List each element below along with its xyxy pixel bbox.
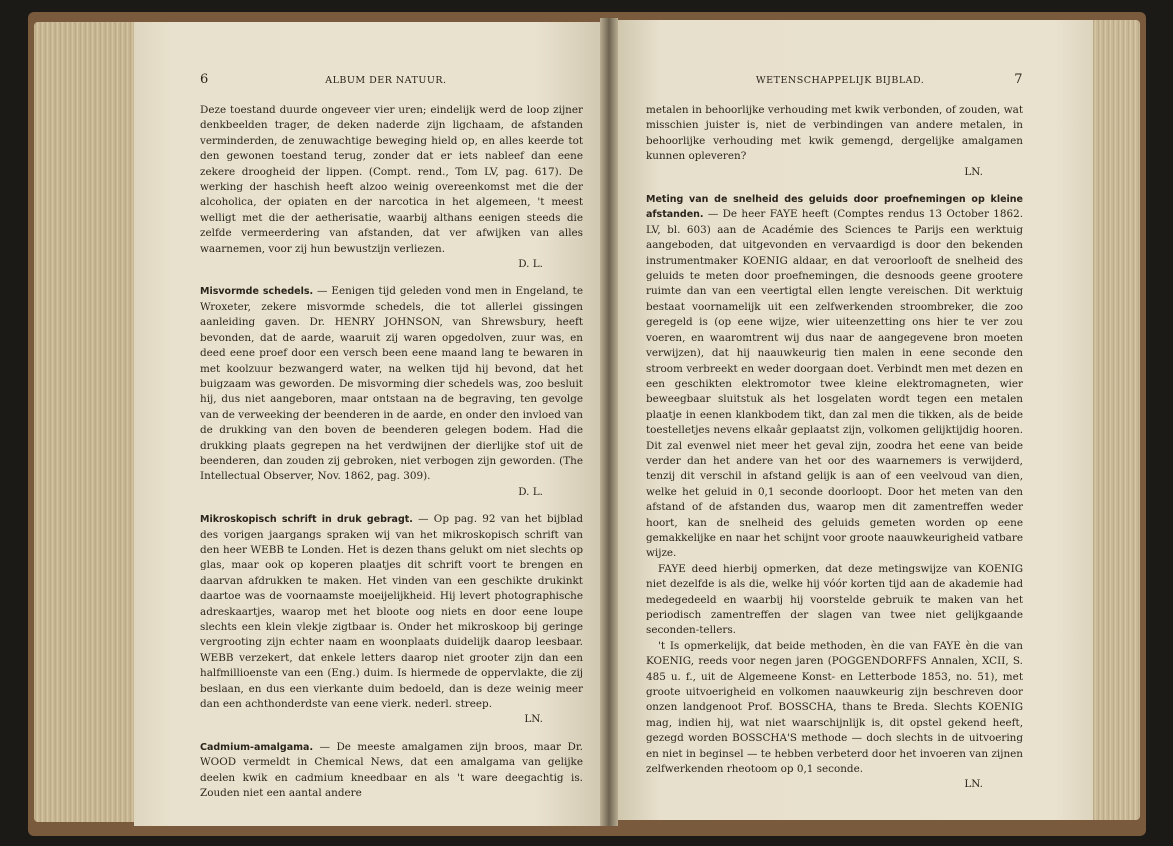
article-sign: LN.	[524, 713, 543, 726]
right-page	[612, 20, 1093, 820]
right-page-number: 7	[1014, 72, 1023, 87]
article-body: — De heer FAYE heeft (Comptes rendus 13 October 1862. LV, bl. 603) aan de Académie des Sciences te Parijs een werktuig aangeboden, dat uitgevonden en vervaardigd is door den bekenden instrumentmaker KOENIG aldaar, en dat veroorlooft de snelheid des geluids te meten door proefnemingen, die desnoods geene grootere ruimte dan van een veertigtal ellen lengte vereischen. Dit werktuig bestaat voornamelijk uit een zelfwerkenden stroombreker, die zoo geregeld is (op eene wijze, wier uiteenzetting ons hier te ver zou voeren, en waaromtrent wij dus naar de aangegevene bron moeten verwijzen), dat hij naauwkeurig tien malen in eene seconde den stroom verbreekt en weder doorgaan doet. Verbindt men met dezen en een geschikten elektromotor twee kleine elektromagneten, wier beweegbaar sluitstuk als het losgelaten wordt tegen een metalen plaatje in eenen klankbodem tikt, dan zal men die tikken, als de beide toestelletjes nevens elkaâr geplaatst zijn, volkomen gelijktijdig hooren. Dit zal evenwel niet meer het geval zijn, zoodra het eene van beide verder dan het andere van het oor des waarnemers is verwijderd, tenzij dit verschil in afstand gelijk is aan of een veelvoud van dien, welke het geluid in 0,1 seconde doorloopt. Door het meten van den afstand of de afstanden dus, waarop men dit zamentreffen weder hoort, kan de snelheid des geluids gemeten worden op eene gemakkelijke en naar het schijnt voor groote naauwkeurigheid vatbare wijze.	[646, 208, 1023, 560]
article-heading: Cadmium-amalgama.	[200, 741, 314, 753]
page-edges-right	[1092, 20, 1140, 820]
article-mikroskopisch-schrift	[200, 512, 583, 728]
book-gutter	[600, 18, 618, 826]
article-body: — Eenigen tijd geleden vond men in Engeland, te Wroxeter, zekere misvormde schedels, die tot allerlei gissingen aanleiding gaven. Dr. HENRY JOHNSON, van Shrewsbury, heeft bevonden, dat de aarde, waaruit zij waren opgedolven, zuur was, en deed eene proef door een versch been eene maand lang te bewaren in met koolzuur bezwangerd water, na welken tijd hij bevond, dat het buigzaam was geworden. De misvorming dier schedels was, zoo besluit hij, dus niet aangeboren, maar ontstaan na de begraving, ten gevolge van de verweeking der beenderen in de aarde, en onder den invloed van de drukking van den boven de beenderen gelegen bodem. Had die drukking plaats gegrepen na het verdwijnen der dierlijke stof uit de beenderen, dan zouden zij gebroken, niet verbogen zijn geworden. (The Intellectual Observer, Nov. 1862, pag. 309).	[200, 285, 583, 483]
left-text-column	[200, 103, 583, 801]
left-page	[134, 22, 607, 826]
right-running-head	[646, 72, 1023, 87]
article-body: — Op pag. 92 van het bijblad des vorigen jaargangs spraken wij van het mikroskopisch schrift van den heer WEBB te Londen. Het is dezen thans gelukt om niet slechts op glas, maar ook op koperen plaatjes dit schrift voort te brengen en daarvan afdrukken te maken. Het vinden van een geschikte drukinkt daartoe was de voornaamste moeijelijkheid. Hij levert photographische adreskaartjes, waarop met het bloote oog niets en door eene loupe slechts een klein vlekje zigtbaar is. Onder het mikroskoop bij geringe vergrooting zijn echter naam en woonplaats duidelijk daarop leesbaar. WEBB verzekert, dat enkele letters daarop niet grooter zijn dan een halfmillioenste van een (Eng.) duim. Is hiermede de oppervlakte, die zij beslaan, en dus een vierkante duim bedoeld, dan is deze weinig meer dan een achthonderdste van eene vierk. nederl. streep.	[200, 513, 583, 711]
article-opmerkelijk-paragraph	[646, 639, 1023, 793]
page-edges-left	[34, 22, 134, 822]
left-running-title: ALBUM DER NATUUR.	[325, 75, 447, 86]
article-sign: LN.	[964, 778, 983, 791]
article-misvormde-schedels	[200, 284, 583, 500]
article-body: FAYE deed hierbij opmerken, dat deze metingswijze van KOENIG niet dezelfde is als die, welke hij vóór korten tijd aan de akademie had medegedeeld en waarbij hij voorstelde gebruik te maken van het periodisch zamentreffen der slagen van twee niet gelijkgaande seconden-tellers.	[646, 562, 1023, 637]
right-intro-sign: LN.	[964, 165, 983, 178]
article-body: — De meeste amalgamen zijn broos, maar Dr. WOOD vermeldt in Chemical News, dat een amalgama van gelijke deelen kwik en cadmium kneedbaar en als 't ware deegachtig is. Zouden niet een aantal andere	[200, 740, 583, 800]
article-body: 't Is opmerkelijk, dat beide methoden, èn die van FAYE èn die van KOENIG, reeds voor negen jaren (POGGENDORFFS Annalen, XCII, S. 485 u. f., uit de Algemeene Konst- en Letterbode 1853, no. 51), met groote uitvoerigheid en volkomen naauwkeurig zijn beschreven door onzen landgenoot Prof. BOSSCHA, thans te Breda. Slechts KOENIG mag, indien hij, wat niet waarschijnlijk is, dit opstel gekend heeft, gezegd worden BOSSCHA'S methode — doch slechts in de uitvoering en niet in beginsel — te hebben verbeterd door het invoeren van zijnen zelfwerkenden rheotoom op 0,1 seconde.	[646, 639, 1023, 776]
article-sign: D. L.	[518, 485, 543, 498]
left-intro-text: Deze toestand duurde ongeveer vier uren; eindelijk werd de loop zijner denkbeelden trager, de deken naderde zijn ligchaam, de afstanden verminderden, de zenuwachtige beweging hield op, en alles keerde tot den gewonen toestand terug, zonder dat er iets nableef dan eene zekere droogheid der lippen. (Compt. rend., Tom LV, pag. 617). De werking der haschish heeft alzoo weinig overeenkomst met die der alcoholica, der opiaten en der narcotica in het algemeen, 't meest welligt met die der aetherisatie, waarbij althans eenigen steeds die zelfde vermeerdering van afstanden, dat ver afwijken van alles waarnemen, voor zij hun bewustzijn verliezen.	[200, 104, 583, 255]
right-running-title: WETENSCHAPPELIJK BIJBLAD.	[755, 75, 925, 86]
article-meting-snelheid-geluid	[646, 192, 1023, 562]
article-heading: Mikroskopisch schrift in druk gebragt.	[200, 514, 413, 526]
article-heading: Misvormde schedels.	[200, 286, 314, 298]
right-text-column	[646, 103, 1023, 793]
article-cadmium-amalgama	[200, 740, 583, 802]
right-intro-text: metalen in behoorlijke verhouding met kwik verbonden, of zouden, wat misschien juister is, niet de verbindingen van andere metalen, in behoorlijke verhouding met kwik gemengd, dergelijke amalgamen kunnen opleveren?	[646, 104, 1023, 163]
left-intro-sign: D. L.	[518, 258, 543, 271]
left-running-head	[200, 72, 583, 87]
article-faye-paragraph	[646, 562, 1023, 639]
article-heading: Meting van de snelheid des geluids door proefnemingen op kleine afstanden.	[646, 194, 1023, 221]
left-page-number: 6	[200, 72, 209, 87]
